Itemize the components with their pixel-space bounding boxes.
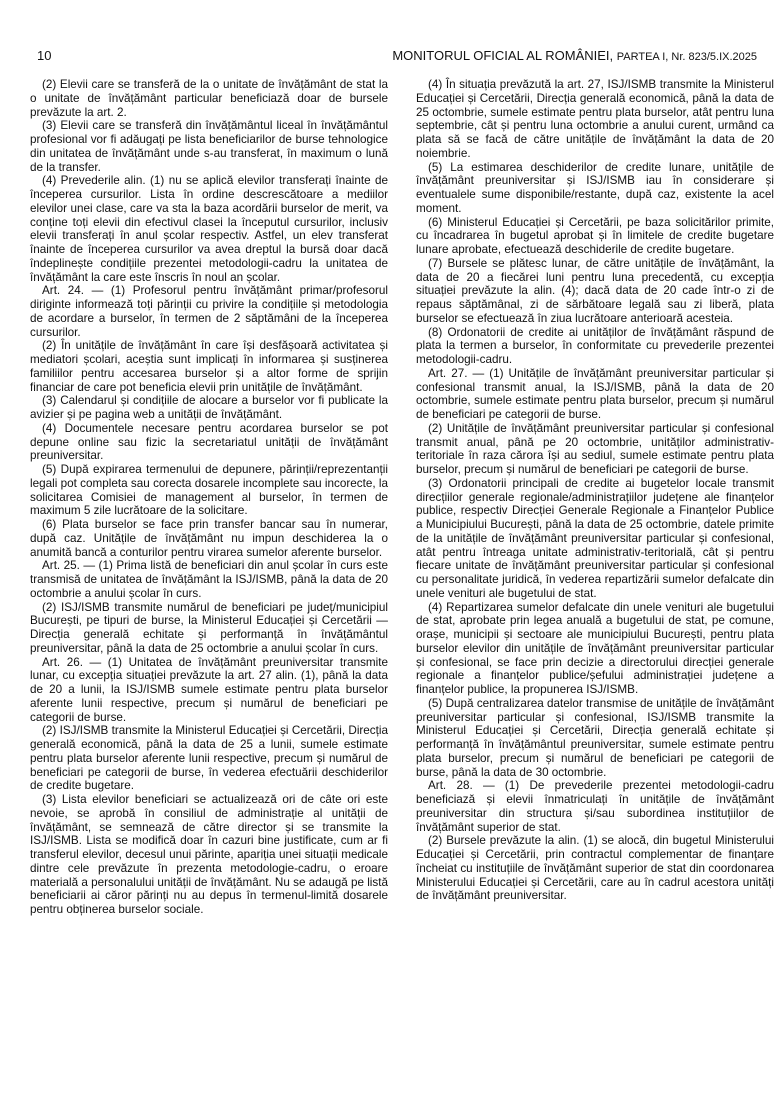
paragraph: (6) Plata burselor se face prin transfer bancar sau în numerar, după caz. Unitățile de învățământ nu impun deschiderea la o anumită bancă a conturilor pentru virarea sumelor aferente burselor. xyxy=(30,518,388,559)
paragraph: (8) Ordonatorii de credite ai unităților de învățământ răspund de plata la termen a burselor, în conformitate cu prevederile prezentei metodologii-cadru. xyxy=(416,325,774,366)
paragraph: (3) Calendarul și condițiile de alocare a burselor vor fi publicate la avizier și pe pagina web a unității de învățământ. xyxy=(30,394,388,421)
left-column xyxy=(30,78,388,917)
paragraph: (4) Prevederile alin. (1) nu se aplică elevilor transferați înainte de începerea cursurilor. Lista în ordine descrescătoare a mediilor elevilor unei clase, care va sta la baza acordării burselor de merit, va conține toți elevii din efectivul clasei la începutul cursurilor, inclusiv elevii transferați în anul școlar respectiv. Astfel, un elev transferat înainte de începerea cursurilor va avea dreptul la bursă doar dacă îndeplinește condițiile prezentei metodologii-cadru la unitatea de învățământ la care este înscris în noul an școlar. xyxy=(30,174,388,284)
paragraph: (2) Elevii care se transferă de la o unitate de învățământ de stat la o unitate de învățământ particular beneficiază doar de bursele prevăzute la art. 2. xyxy=(30,78,388,119)
paragraph: (2) Unitățile de învățământ preuniversitar particular și confesional transmit anual, până pe 20 octombrie, unităților administrativ-teritoriale în raza cărora își au sediul, sumele estimate pentru plata burselor, precum și numărul de beneficiari pe categorii de burse. xyxy=(416,421,774,476)
paragraph: Art. 26. — (1) Unitatea de învățământ preuniversitar transmite lunar, cu excepția situației prevăzute la art. 27 alin. (1), până la data de 20 a lunii, la ISJ/ISMB sumele estimate pentru plata burselor aferente lunii respective, precum și numărul de beneficiari pe categorii de burse. xyxy=(30,655,388,724)
paragraph: (4) Documentele necesare pentru acordarea burselor se pot depune online sau fizic la secretariatul unității de învățământ preuniversitar. xyxy=(30,421,388,463)
paragraph: (2) ISJ/ISMB transmite la Ministerul Educației și Cercetării, Direcția generală economică, până la data de 25 a lunii, sumele estimate pentru plata burselor aferente lunii respective, precum și numărul de beneficiari pe categorii de burse, în vederea efectuării deschiderilor de credite bugetare. xyxy=(30,724,388,793)
paragraph: (4) Repartizarea sumelor defalcate din unele venituri ale bugetului de stat, aprobate prin legea anuală a bugetului de stat, pe comune, orașe, municipii și sectoare ale municipiului București, pentru plata burselor elevilor din unitățile de învățământ preuniversitar particular și confesional, se face prin decizie a directorului direcției generale regionale a finanțelor publice/șefului administrației județene a finanțelor publice, la propunerea ISJ/ISMB. xyxy=(416,600,774,696)
paragraph: Art. 27. — (1) Unitățile de învățământ preuniversitar particular și confesional transmit anual, la ISJ/ISMB, până la data de 20 octombrie, sumele estimate pentru plata burselor, precum și numărul de beneficiari pe categorii de burse. xyxy=(416,366,774,421)
paragraph: (5) După centralizarea datelor transmise de unitățile de învățământ preuniversitar particular și confesional, ISJ/ISMB transmite la Ministerul Educației și Cercetării, Direcția generală echitate și performanță în învățământul preuniversitar, sumele estimate pentru plata burselor, precum și numărul de beneficiari pe categorii de burse, până la data de 30 octombrie. xyxy=(416,696,774,779)
page-header xyxy=(37,47,757,65)
paragraph: (6) Ministerul Educației și Cercetării, pe baza solicitărilor primite, cu încadrarea în bugetul aprobat și în limitele de credite bugetare lunare aprobate, efectuează deschiderile de credite bugetare. xyxy=(416,215,774,256)
paragraph: (3) Elevii care se transferă din învățământul liceal în învățământul profesional vor fi adăugați pe lista beneficiarilor de burse tehnologice din unitatea de învățământ unde s-au transferat, în maximum o lună de la transfer. xyxy=(30,119,388,174)
paragraph: Art. 24. — (1) Profesorul pentru învățământ primar/profesorul diriginte informează toți părinții cu privire la condițiile și metodologia de acordare a burselor, în termen de 2 săptămâni de la începerea cursurilor. xyxy=(30,284,388,339)
paragraph: (7) Bursele se plătesc lunar, de către unitățile de învățământ, la data de 20 a fiecărei luni pentru luna precedentă, cu excepția situației prevăzute la alin. (4); dacă data de 20 cade într-o zi de repaus săptămânal, zi de sărbătoare legală sau zi liberă, plata burselor se efectuează în ziua lucrătoare anterioară acesteia. xyxy=(416,256,774,325)
paragraph: (5) La estimarea deschiderilor de credite lunare, unitățile de învățământ preuniversitar și ISJ/ISMB iau în considerare și eventualele sume disponibile/restante, după caz, existente la acel moment. xyxy=(416,160,774,215)
paragraph: Art. 25. — (1) Prima listă de beneficiari din anul școlar în curs este transmisă de unitatea de învățământ la ISJ/ISMB, până la data de 20 octombrie a anului școlar în curs. xyxy=(30,559,388,600)
paragraph: (2) ISJ/ISMB transmite numărul de beneficiari pe județ/municipiul București, pe tipuri de burse, la Ministerul Educației și Cercetării — Direcția generală echitate și performanță în învățământul preuniversitar, până la data de 25 octombrie a anului școlar în curs. xyxy=(30,600,388,655)
running-title xyxy=(392,47,757,66)
publication-title: MONITORUL OFICIAL AL ROMÂNIEI, xyxy=(392,48,614,63)
paragraph: (3) Lista elevilor beneficiari se actualizează ori de câte ori este nevoie, se aprobă în consiliul de administrație al unității de învățământ, se semnează de către director și se transmite la ISJ/ISMB. Lista se modifică doar în cazuri bine justificate, cum ar fi transferul elevilor, decesul unui părinte, apariția unei situații medicale dintre cele prevăzute în prezenta metodologie-cadru, o eroare materială a personalului unității de învățământ. Nu se adaugă pe listă beneficiarii ai căror părinți nu au depus în termenul-limită dosarele pentru obținerea burselor sociale. xyxy=(30,793,388,916)
paragraph: Art. 28. — (1) De prevederile prezentei metodologii-cadru beneficiază și elevii înmatriculați în unitățile de învățământ preuniversitar din structura și/sau subordinea instituțiilor de învățământ superior de stat. xyxy=(416,779,774,834)
right-column xyxy=(416,78,774,903)
paragraph: (2) În unitățile de învățământ în care își desfășoară activitatea și mediatori școlari, aceștia sunt implicați în informarea și susținerea familiilor pentru accesarea burselor și a altor forme de sprijin financiar de care pot beneficia elevii prin unitățile de învățământ. xyxy=(30,339,388,394)
paragraph: (3) Ordonatorii principali de credite ai bugetelor locale transmit direcțiilor generale regionale/administrațiilor județene ale finanțelor publice, respectiv Direcției Generale Regionale a Finanțelor Publice a Municipiului București, până la data de 25 octombrie, datele primite de la unitățile de învățământ preuniversitar particular și confesional, atât pentru întreaga unitate administrativ-teritorială, cât și pentru fiecare unitate de învățământ preuniversitar particular și confesional cu personalitate juridică, în vederea repartizării sumelor defalcate din unele venituri ale bugetului de stat. xyxy=(416,476,774,600)
page-number: 10 xyxy=(37,48,52,63)
paragraph: (4) În situația prevăzută la art. 27, ISJ/ISMB transmite la Ministerul Educației și Cercetării, Direcția generală economică, până la data de 25 octombrie, sumele estimate pentru plata burselor, atât pentru luna septembrie, cât și pentru luna octombrie a anului curent, urmând ca plata să se facă de către unitățile de învățământ la data de 20 noiembrie. xyxy=(416,78,774,160)
paragraph: (2) Bursele prevăzute la alin. (1) se alocă, din bugetul Ministerului Educației și Cercetării, prin contractul complementar de finanțare încheiat cu instituțiile de învățământ superior de stat din coordonarea Ministerului Educației și Cercetării, care au în cadrul acestora unități de învățământ preuniversitar. xyxy=(416,834,774,903)
publication-issue: PARTEA I, Nr. 823/5.IX.2025 xyxy=(616,51,757,63)
paragraph: (5) După expirarea termenului de depunere, părinții/reprezentanții legali pot completa sau corecta dosarele incomplete sau incorecte, la solicitarea Comisiei de management al burselor, în termen de maximum 5 zile lucrătoare de la solicitare. xyxy=(30,463,388,518)
